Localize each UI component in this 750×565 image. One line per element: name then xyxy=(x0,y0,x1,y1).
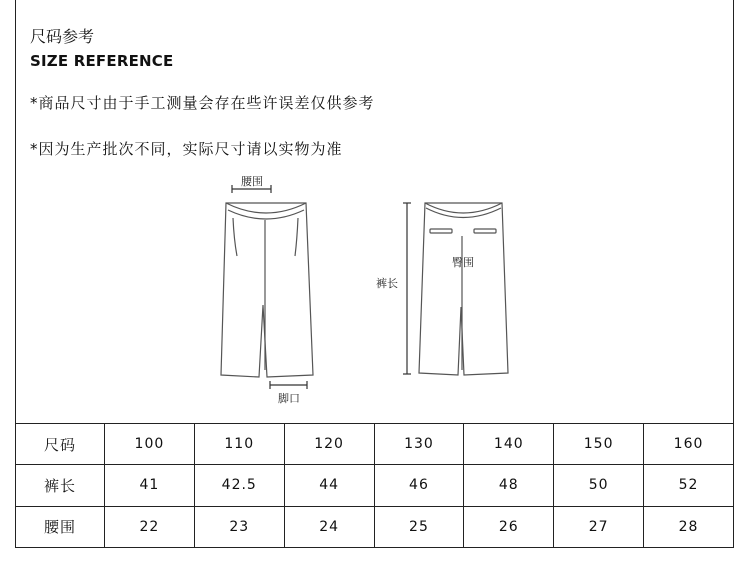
table-cell: 150 xyxy=(554,424,644,465)
table-cell: 50 xyxy=(554,465,644,506)
table-cell: 140 xyxy=(464,424,554,465)
row-header-waist: 腰围 xyxy=(16,506,105,547)
pants-front-view xyxy=(221,185,313,389)
size-table xyxy=(15,423,734,548)
length-label: 裤长 xyxy=(376,277,398,290)
table-row xyxy=(16,465,734,506)
table-cell: 42.5 xyxy=(194,465,284,506)
pants-diagram xyxy=(0,170,750,410)
waist-label: 腰围 xyxy=(241,175,263,188)
table-row xyxy=(16,506,734,547)
table-cell: 27 xyxy=(554,506,644,547)
hem-label: 脚口 xyxy=(278,392,300,405)
table-cell: 160 xyxy=(644,424,734,465)
page-title: 尺码参考 xyxy=(30,27,95,46)
table-cell: 46 xyxy=(374,465,464,506)
note-batch-difference: *因为生产批次不同，实际尺寸请以实物为准 xyxy=(30,140,343,158)
table-cell: 48 xyxy=(464,465,554,506)
page-subtitle: SIZE REFERENCE xyxy=(30,52,174,70)
table-cell: 28 xyxy=(644,506,734,547)
pants-back-view xyxy=(403,203,508,375)
row-header-size: 尺码 xyxy=(16,424,105,465)
table-cell: 26 xyxy=(464,506,554,547)
row-header-length: 裤长 xyxy=(16,465,105,506)
table-cell: 110 xyxy=(194,424,284,465)
table-cell: 22 xyxy=(105,506,195,547)
table-cell: 120 xyxy=(284,424,374,465)
note-measurement-error: *商品尺寸由于手工测量会存在些许误差仅供参考 xyxy=(30,94,375,112)
table-cell: 25 xyxy=(374,506,464,547)
table-cell: 44 xyxy=(284,465,374,506)
table-cell: 23 xyxy=(194,506,284,547)
table-cell: 100 xyxy=(105,424,195,465)
table-cell: 52 xyxy=(644,465,734,506)
table-cell: 24 xyxy=(284,506,374,547)
table-row xyxy=(16,424,734,465)
hip-label: 臀围 xyxy=(452,256,474,269)
table-cell: 130 xyxy=(374,424,464,465)
table-cell: 41 xyxy=(105,465,195,506)
